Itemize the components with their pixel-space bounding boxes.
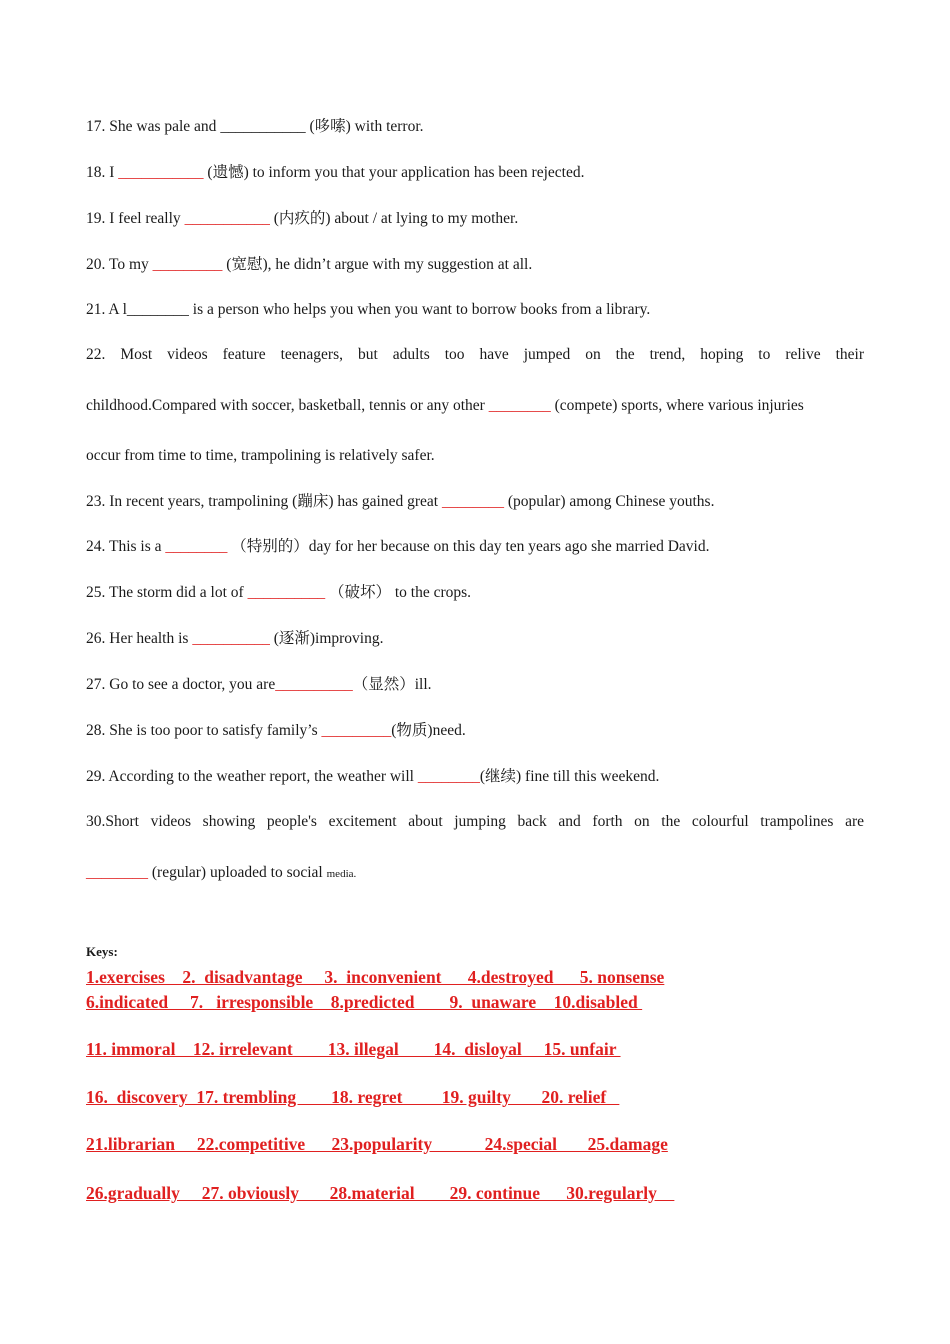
question-27: 27. Go to see a doctor, you are__________（显然）ill.	[86, 676, 432, 693]
keys-line-3: 11. immoral 12. irrelevant 13. illegal 14. disloyal 15. unfair	[86, 1039, 621, 1059]
question-22-line-3: occur from time to time, trampolining is relatively safer.	[86, 447, 435, 464]
answer-blank: ___________	[184, 210, 270, 227]
answer-blank: ___________	[220, 118, 306, 135]
question-28: 28. She is too poor to satisfy family’s _________(物质)need.	[86, 722, 466, 739]
answer-blank: _________	[321, 722, 392, 739]
question-17: 17. She was pale and ___________ (哆嗦) with terror.	[86, 118, 424, 135]
keys-heading: Keys:	[86, 944, 118, 959]
question-29: 29. According to the weather report, the weather will ________(继续) fine till this weekend.	[86, 768, 660, 785]
keys-line-5: 21.librarian 22.competitive 23.popularity 24.special 25.damage	[86, 1134, 668, 1154]
answer-blank: ________	[488, 397, 551, 414]
answer-blank: ________	[417, 768, 480, 785]
question-18: 18. I ___________ (遗憾) to inform you that your application has been rejected.	[86, 164, 585, 181]
question-22-line-2: childhood.Compared with soccer, basketball, tennis or any other ________ (compete) sports, where various injuries	[86, 397, 804, 414]
question-20: 20. To my _________ (宽慰), he didn’t argue with my suggestion at all.	[86, 256, 533, 273]
answer-blank: _________	[152, 256, 223, 273]
question-26: 26. Her health is __________ (逐渐)improving.	[86, 630, 384, 647]
question-30-line-1: 30.Short videos showing people's excitement about jumping back and forth on the colourful trampolines are	[86, 813, 864, 830]
keys-line-2: 6.indicated 7. irresponsible 8.predicted 9. unaware 10.disabled	[86, 992, 643, 1012]
question-24: 24. This is a ________ （特别的）day for her because on this day ten years ago she married David.	[86, 538, 710, 555]
question-22-line-1: 22. Most videos feature teenagers, but adults too have jumped on the trend, hoping to relive their	[86, 346, 864, 363]
answer-blank: __________	[247, 584, 326, 601]
answer-blank: ___________	[118, 164, 204, 181]
question-23: 23. In recent years, trampolining (蹦床) has gained great ________ (popular) among Chinese youths.	[86, 493, 715, 510]
answer-blank: ________	[165, 538, 228, 555]
answer-blank: ________	[441, 493, 504, 510]
question-19: 19. I feel really ___________ (内疚的) about / at lying to my mother.	[86, 210, 519, 227]
keys-line-6: 26.gradually 27. obviously 28.material 29. continue 30.regularly	[86, 1183, 675, 1203]
answer-blank: __________	[192, 630, 270, 647]
question-30-line-2: ________ (regular) uploaded to social media.	[86, 864, 357, 881]
keys-line-4: 16. discovery 17. trembling 18. regret 19. guilty 20. relief	[86, 1087, 620, 1107]
keys-line-1: 1.exercises 2. disadvantage 3. inconvenient 4.destroyed 5. nonsense	[86, 967, 665, 987]
question-25: 25. The storm did a lot of __________ （破坏） to the crops.	[86, 584, 472, 601]
answer-blank: ________	[86, 864, 148, 881]
question-21: 21. A l________ is a person who helps you when you want to borrow books from a library.	[86, 301, 651, 318]
answer-blank: __________	[275, 676, 353, 693]
answer-blank: ________	[126, 301, 189, 318]
